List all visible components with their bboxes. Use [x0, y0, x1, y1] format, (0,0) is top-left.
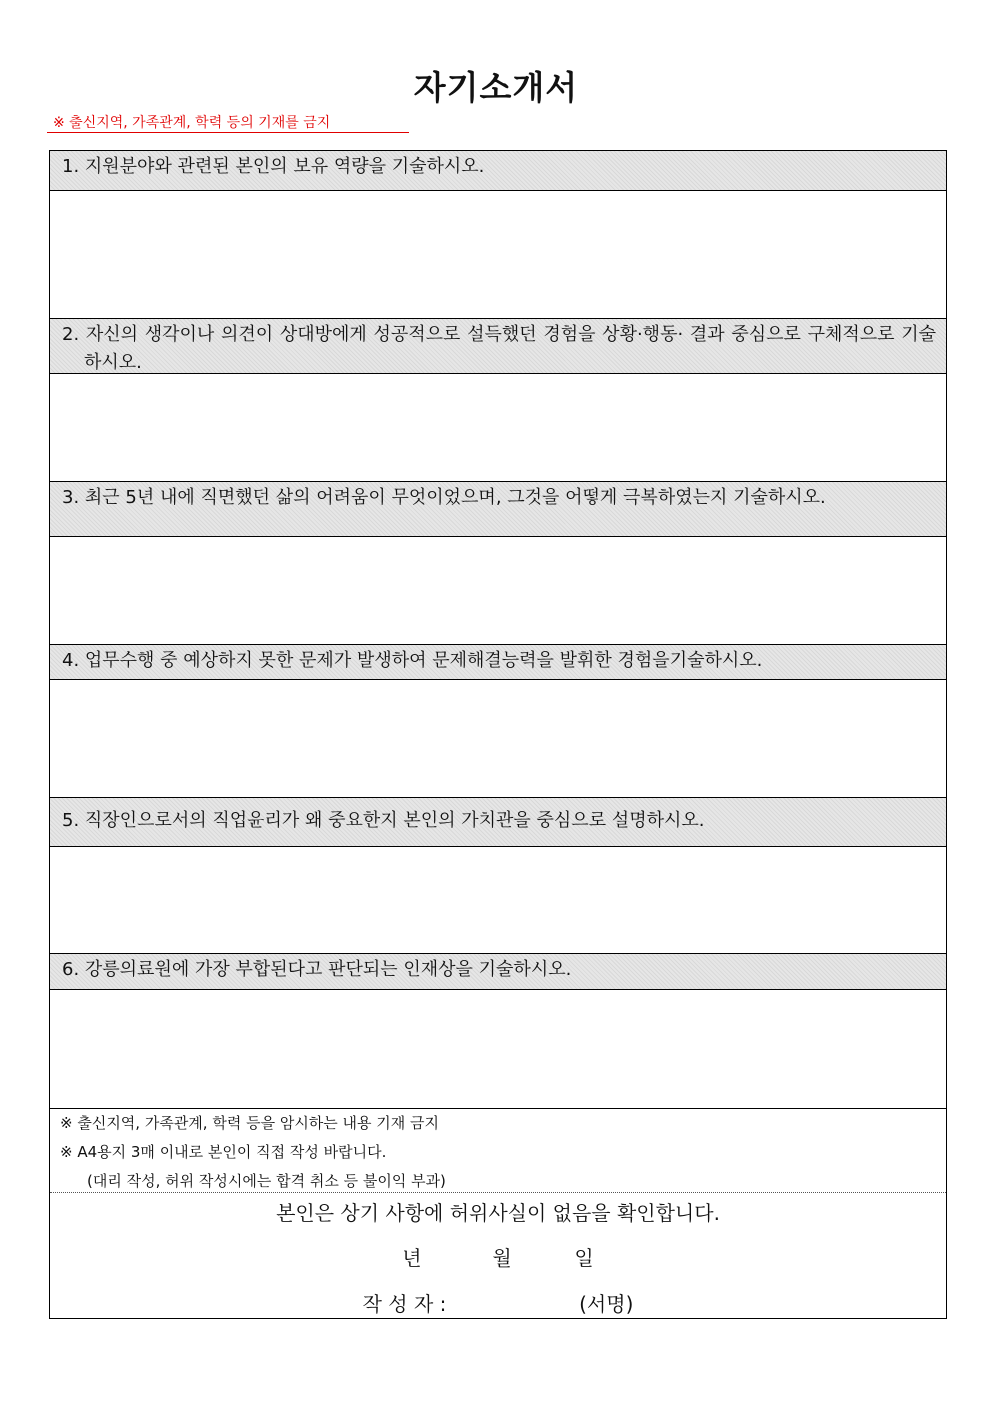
- question-2: [50, 319, 946, 374]
- question-2-text: 2. 자신의 생각이나 의견이 상대방에게 성공적으로 설득했던 경험을 상황·행동· 결과 중심으로 구체적으로 기술하시오.: [62, 324, 936, 373]
- question-3-text: 3. 최근 5년 내에 직면했던 삶의 어려움이 무엇이었으며, 그것을 어떻게 극복하였는지 기술하시오.: [62, 487, 826, 508]
- question-5-text: 5. 직장인으로서의 직업윤리가 왜 중요한지 본인의 가치관을 중심으로 설명하시오.: [62, 810, 705, 831]
- note-2: ※ A4용지 3매 이내로 본인이 직접 작성 바랍니다.: [60, 1143, 387, 1161]
- page-title: 자기소개서: [413, 68, 579, 107]
- answer-4-area[interactable]: [50, 680, 946, 798]
- confirmation-statement: 본인은 상기 사항에 허위사실이 없음을 확인합니다.: [276, 1201, 720, 1225]
- question-6-text: 6. 강릉의료원에 가장 부합된다고 판단되는 인재상을 기술하시오.: [62, 959, 572, 980]
- answer-6-area[interactable]: [50, 990, 946, 1109]
- question-1-text: 1. 지원분야와 관련된 본인의 보유 역량을 기술하시오.: [62, 156, 485, 177]
- notes-section: [50, 1109, 946, 1193]
- self-introduction-form: [49, 150, 947, 1319]
- date-day: 일: [574, 1246, 594, 1270]
- answer-1-area[interactable]: [50, 191, 946, 319]
- question-4-text: 4. 업무수행 중 예상하지 못한 문제가 발생하여 문제해결능력을 발휘한 경험을기술하시오.: [62, 650, 763, 671]
- answer-2-area[interactable]: [50, 374, 946, 482]
- date-month: 월: [492, 1246, 512, 1270]
- question-6: [50, 954, 946, 990]
- date-year: 년: [402, 1246, 422, 1270]
- date-line: [50, 1242, 946, 1271]
- signature-label: (서명): [579, 1292, 634, 1316]
- question-5: [50, 798, 946, 847]
- author-label: 작 성 자 :: [362, 1292, 447, 1316]
- question-4: [50, 645, 946, 680]
- note-3: (대리 작성, 허위 작성시에는 합격 취소 등 불이익 부과): [87, 1172, 446, 1190]
- author-line: [50, 1288, 946, 1317]
- top-warning: ※ 출신지역, 가족관계, 학력 등의 기재를 금지: [47, 114, 409, 133]
- answer-3-area[interactable]: [50, 537, 946, 645]
- answer-5-area[interactable]: [50, 847, 946, 954]
- question-1: [50, 151, 946, 191]
- note-1: ※ 출신지역, 가족관계, 학력 등을 암시하는 내용 기재 금지: [60, 1114, 440, 1132]
- question-3: [50, 482, 946, 537]
